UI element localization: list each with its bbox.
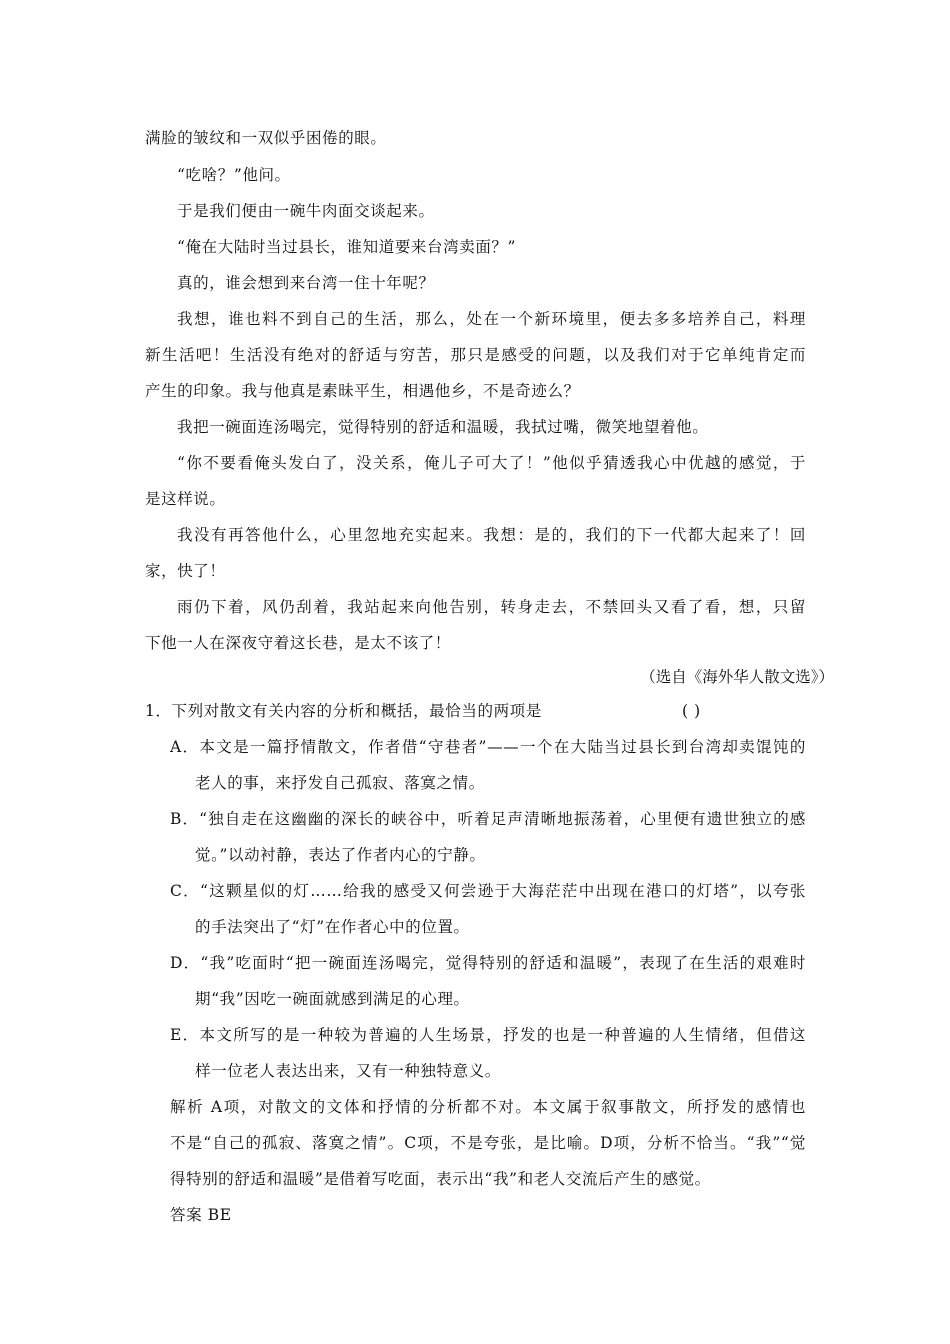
answer-line: 答案 BE	[170, 1206, 232, 1224]
passage-line: 产生的印象。我与他真是素昧平生，相遇他乡，不是奇迹么？	[145, 382, 580, 400]
option-b-cont: 觉。”以动衬静，表达了作者内心的宁静。	[195, 846, 486, 864]
option-d: D．“我”吃面时“把一碗面连汤喝完，觉得特别的舒适和温暖”，表现了在生活的艰难时	[170, 954, 806, 972]
passage-line: “吃啥？”他问。	[177, 166, 291, 184]
passage-line: 雨仍下着，风仍刮着，我站起来向他告别，转身走去，不禁回头又看了看，想，只留	[177, 598, 806, 616]
passage-line: “俺在大陆时当过县长，谁知道要来台湾卖面？”	[177, 238, 517, 256]
passage-line: 新生活吧！生活没有绝对的舒适与穷苦，那只是感受的问题，以及我们对于它单纯肯定而	[145, 346, 806, 364]
answer-bracket: ( )	[682, 702, 701, 720]
option-b: B．“独自走在这幽幽的深长的峡谷中，听着足声清晰地振荡着，心里便有遗世独立的感	[170, 810, 806, 828]
option-d-cont: 期“我”因吃一碗面就感到满足的心理。	[195, 990, 470, 1008]
passage-line: 是这样说。	[145, 490, 226, 508]
passage-line: 下他一人在深夜守着这长巷，是太不该了！	[145, 634, 451, 652]
analysis-line: 解析 A项，对散文的文体和抒情的分析都不对。本文属于叙事散文，所抒发的感情也	[170, 1098, 806, 1116]
passage-line: 真的，谁会想到来台湾一住十年呢？	[177, 274, 435, 292]
passage-line: 家，快了！	[145, 562, 226, 580]
analysis-line: 不是“自己的孤寂、落寞之情”。C项，不是夸张，是比喻。D项，分析不恰当。“我”“觉	[170, 1134, 806, 1152]
passage-line: 我把一碗面连汤喝完，觉得特别的舒适和温暖，我拭过嘴，微笑地望着他。	[177, 418, 709, 436]
passage-line: 我想，谁也料不到自己的生活，那么，处在一个新环境里，便去多多培养自己，料理	[177, 310, 806, 328]
passage-line: 我没有再答他什么，心里忽地充实起来。我想：是的，我们的下一代都大起来了！回	[177, 526, 806, 544]
option-a: A．本文是一篇抒情散文，作者借“守巷者”——一个在大陆当过县长到台湾却卖馄饨的	[170, 738, 806, 756]
option-e: E．本文所写的是一种较为普遍的人生场景，抒发的也是一种普遍的人生情绪，但借这	[170, 1026, 806, 1044]
question-stem: 1．下列对散文有关内容的分析和概括，最恰当的两项是	[145, 702, 542, 720]
passage-line: 满脸的皱纹和一双似乎困倦的眼。	[145, 129, 387, 147]
passage-line: “你不要看俺头发白了，没关系，俺儿子可大了！”他似乎猜透我心中优越的感觉，于	[177, 454, 806, 472]
option-e-cont: 样一位老人表达出来，又有一种独特意义。	[195, 1062, 501, 1080]
analysis-line: 得特别的舒适和温暖”是借着写吃面，表示出“我”和老人交流后产生的感觉。	[170, 1170, 711, 1188]
option-c-cont: 的手法突出了“灯”在作者心中的位置。	[195, 918, 470, 936]
option-a-cont: 老人的事，来抒发自己孤寂、落寞之情。	[195, 774, 485, 792]
option-c: C．“这颗星似的灯……给我的感受又何尝逊于大海茫茫中出现在港口的灯塔”，以夸张	[170, 882, 806, 900]
source-citation: （选自《海外华人散文选》）	[640, 668, 834, 686]
passage-line: 于是我们便由一碗牛肉面交谈起来。	[177, 202, 435, 220]
